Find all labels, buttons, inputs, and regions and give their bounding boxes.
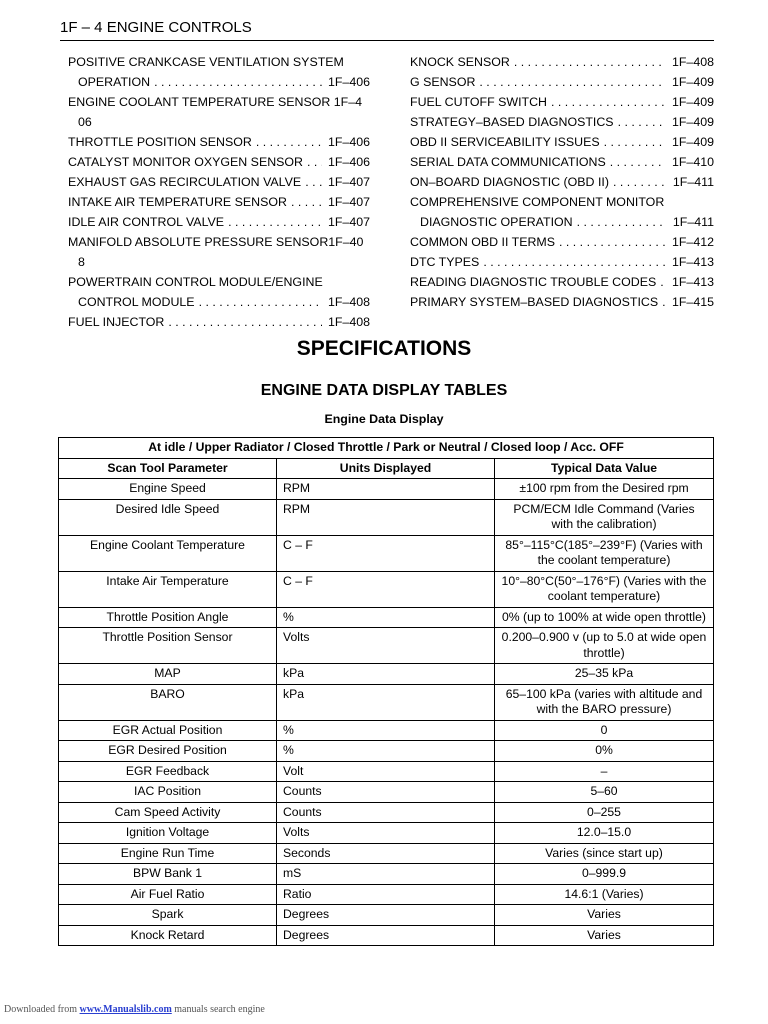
toc-entry-page: 1F–408 (327, 315, 370, 329)
cell-value: – (495, 761, 714, 782)
toc-entry-title: ON–BOARD DIAGNOSTIC (OBD II) (410, 175, 609, 189)
cell-units: Degrees (277, 905, 495, 926)
toc-entry-page: 1F–408 (327, 295, 370, 309)
cell-value: 0–999.9 (495, 864, 714, 885)
table-row (59, 802, 714, 823)
column-header-units: Units Displayed (277, 458, 495, 479)
cell-value: 10°–80°C(50°–176°F) (Varies with the coolant temperature) (495, 571, 714, 607)
cell-value: 0.200–0.900 v (up to 5.0 at wide open throttle) (495, 628, 714, 664)
toc-entry-title: SERIAL DATA COMMUNICATIONS (410, 155, 606, 169)
toc-left-column (68, 52, 370, 332)
toc-entry-page: 1F–409 (671, 75, 714, 89)
toc-entry-title: PRIMARY SYSTEM–BASED DIAGNOSTICS (410, 295, 659, 309)
toc-entry-page: 1F–407 (327, 175, 370, 189)
toc-entry[interactable] (410, 232, 714, 252)
toc-entry-page: 1F–409 (671, 95, 714, 109)
toc-entry-page: 1F–412 (671, 235, 714, 249)
cell-units: C – F (277, 535, 495, 571)
table-row (59, 535, 714, 571)
toc-leader-dots (656, 272, 666, 292)
table-row (59, 884, 714, 905)
cell-value: 25–35 kPa (495, 664, 714, 685)
toc-entry-title: THROTTLE POSITION SENSOR (68, 135, 252, 149)
toc-entry-page: 1F–406 (327, 75, 370, 89)
cell-value: 0–255 (495, 802, 714, 823)
toc-leader-dots (303, 152, 322, 172)
toc-entry-page: 1F–410 (671, 155, 714, 169)
subsection-title: ENGINE DATA DISPLAY TABLES (260, 382, 508, 399)
toc-entry-title: CONTROL MODULE (78, 295, 195, 309)
toc-entry[interactable] (410, 272, 714, 292)
cell-parameter: Air Fuel Ratio (59, 884, 277, 905)
cell-units: Counts (277, 802, 495, 823)
table-row (59, 720, 714, 741)
toc-entry-line: 06 (78, 115, 92, 129)
toc-entry-page: 1F–411 (672, 215, 714, 229)
toc-entry-line: POSITIVE CRANKCASE VENTILATION SYSTEM (68, 55, 344, 69)
cell-units: Degrees (277, 925, 495, 946)
cell-units: % (277, 741, 495, 762)
toc-entry[interactable] (410, 212, 714, 232)
cell-value: ±100 rpm from the Desired rpm (495, 479, 714, 500)
toc-entry-page: 1F–406 (327, 135, 370, 149)
toc-leader-dots (479, 252, 666, 272)
table-row (59, 782, 714, 803)
column-header-parameter: Scan Tool Parameter (59, 458, 277, 479)
toc-leader-dots (547, 92, 666, 112)
cell-parameter: BPW Bank 1 (59, 864, 277, 885)
toc-entry-line: ENGINE COOLANT TEMPERATURE SENSOR 1F–4 (68, 95, 362, 109)
toc-right-column (410, 52, 714, 312)
cell-units: Seconds (277, 843, 495, 864)
download-footer (4, 1004, 265, 1015)
table-header-row (59, 458, 714, 479)
toc-leader-dots (606, 152, 666, 172)
toc-entry[interactable] (68, 212, 370, 232)
cell-parameter: Intake Air Temperature (59, 571, 277, 607)
cell-value: 0 (495, 720, 714, 741)
toc-entry-title: OBD II SERVICEABILITY ISSUES (410, 135, 600, 149)
table-row (59, 843, 714, 864)
cell-value: 14.6:1 (Varies) (495, 884, 714, 905)
cell-value: 5–60 (495, 782, 714, 803)
toc-entry[interactable] (410, 292, 714, 312)
toc-entry-title: DIAGNOSTIC OPERATION (420, 215, 573, 229)
toc-entry-page: 1F–409 (671, 135, 714, 149)
cell-parameter: Spark (59, 905, 277, 926)
cell-parameter: BARO (59, 684, 277, 720)
toc-entry-title: EXHAUST GAS RECIRCULATION VALVE (68, 175, 302, 189)
cell-units: Volts (277, 823, 495, 844)
toc-entry-page: 1F–413 (671, 255, 714, 269)
cell-value: 0% (495, 741, 714, 762)
table-row (59, 864, 714, 885)
toc-entry[interactable] (410, 132, 714, 152)
toc-leader-dots (573, 212, 667, 232)
cell-parameter: Engine Coolant Temperature (59, 535, 277, 571)
toc-leader-dots (195, 292, 322, 312)
toc-entry[interactable] (68, 312, 370, 332)
footer-prefix: Downloaded from (4, 1004, 78, 1015)
cell-parameter: EGR Desired Position (59, 741, 277, 762)
cell-units: C – F (277, 571, 495, 607)
toc-entry[interactable] (410, 172, 714, 192)
toc-entry-page: 1F–406 (327, 155, 370, 169)
section-title: SPECIFICATIONS (296, 337, 472, 360)
toc-entry[interactable] (68, 152, 370, 172)
toc-entry[interactable] (410, 72, 714, 92)
table-row (59, 925, 714, 946)
table-body (59, 479, 714, 946)
toc-entry-title: FUEL INJECTOR (68, 315, 165, 329)
engine-data-table (58, 437, 714, 946)
toc-leader-dots (164, 312, 322, 332)
cell-value: 65–100 kPa (varies with altitude and with the BARO pressure) (495, 684, 714, 720)
cell-value: PCM/ECM Idle Command (Varies with the calibration) (495, 499, 714, 535)
toc-leader-dots (555, 232, 666, 252)
toc-entry-title: FUEL CUTOFF SWITCH (410, 95, 547, 109)
toc-entry[interactable] (410, 92, 714, 112)
table-caption: Engine Data Display (324, 412, 444, 426)
cell-value: 0% (up to 100% at wide open throttle) (495, 607, 714, 628)
cell-value: Varies (since start up) (495, 843, 714, 864)
toc-entry-page: 1F–407 (327, 195, 370, 209)
toc-entry[interactable] (410, 152, 714, 172)
cell-parameter: Knock Retard (59, 925, 277, 946)
column-header-value: Typical Data Value (495, 458, 714, 479)
toc-leader-dots (614, 112, 666, 132)
table-row (59, 571, 714, 607)
table-row (59, 499, 714, 535)
cell-units: RPM (277, 479, 495, 500)
cell-units: mS (277, 864, 495, 885)
cell-units: kPa (277, 684, 495, 720)
toc-entry-page: 1F–411 (672, 175, 714, 189)
cell-value: 85°–115°C(185°–239°F) (Varies with the coolant temperature) (495, 535, 714, 571)
toc-entry[interactable] (410, 252, 714, 272)
cell-parameter: Throttle Position Angle (59, 607, 277, 628)
toc-leader-dots (150, 72, 322, 92)
toc-leader-dots (600, 132, 666, 152)
toc-entry-page: 1F–413 (671, 275, 714, 289)
table-row (59, 684, 714, 720)
toc-entry[interactable] (68, 132, 370, 152)
toc-leader-dots (287, 192, 322, 212)
table-row (59, 761, 714, 782)
cell-units: RPM (277, 499, 495, 535)
cell-parameter: Ignition Voltage (59, 823, 277, 844)
toc-leader-dots (224, 212, 322, 232)
table-row (59, 741, 714, 762)
table-row (59, 905, 714, 926)
toc-entry[interactable] (68, 72, 370, 92)
table-row (59, 823, 714, 844)
cell-parameter: IAC Position (59, 782, 277, 803)
cell-units: Ratio (277, 884, 495, 905)
toc-entry-title: CATALYST MONITOR OXYGEN SENSOR (68, 155, 304, 169)
cell-parameter: Cam Speed Activity (59, 802, 277, 823)
cell-parameter: EGR Actual Position (59, 720, 277, 741)
toc-entry[interactable] (410, 52, 714, 72)
toc-entry-title: COMMON OBD II TERMS (410, 235, 556, 249)
toc-entry-page: 1F–415 (671, 295, 714, 309)
toc-entry[interactable] (68, 192, 370, 212)
toc-leader-dots (658, 292, 666, 312)
cell-units: % (277, 607, 495, 628)
page-header (60, 18, 714, 41)
toc-entry-line: COMPREHENSIVE COMPONENT MONITOR (410, 195, 665, 209)
manualslib-link[interactable]: www.Manualslib.com (79, 1004, 172, 1015)
toc-leader-dots (609, 172, 667, 192)
table-row (59, 664, 714, 685)
toc-leader-dots (475, 72, 666, 92)
toc-entry-title: STRATEGY–BASED DIAGNOSTICS (410, 115, 614, 129)
toc-entry-title: KNOCK SENSOR (410, 55, 510, 69)
table-row (59, 628, 714, 664)
toc-entry[interactable] (410, 112, 714, 132)
toc-leader-dots (301, 172, 322, 192)
toc-entry[interactable] (68, 172, 370, 192)
cell-parameter: Desired Idle Speed (59, 499, 277, 535)
table-condition-row (59, 438, 714, 459)
table-condition: At idle / Upper Radiator / Closed Throttle / Park or Neutral / Closed loop / Acc. OFF (59, 438, 714, 459)
cell-parameter: Engine Speed (59, 479, 277, 500)
toc-entry-page: 1F–407 (327, 215, 370, 229)
cell-parameter: MAP (59, 664, 277, 685)
toc-leader-dots (510, 52, 666, 72)
cell-units: Counts (277, 782, 495, 803)
toc-entry[interactable] (68, 292, 370, 312)
toc-entry-title: INTAKE AIR TEMPERATURE SENSOR (68, 195, 287, 209)
toc-entry-title: READING DIAGNOSTIC TROUBLE CODES (410, 275, 657, 289)
footer-suffix: manuals search engine (174, 1004, 265, 1015)
cell-value: Varies (495, 925, 714, 946)
toc-leader-dots (252, 132, 322, 152)
toc-entry-title: G SENSOR (410, 75, 476, 89)
page-header-title: 1F – 4 ENGINE CONTROLS (60, 19, 252, 36)
cell-units: Volts (277, 628, 495, 664)
toc-entry-line: MANIFOLD ABSOLUTE PRESSURE SENSOR1F–40 (68, 235, 364, 249)
toc-entry-title: OPERATION (78, 75, 151, 89)
cell-parameter: Engine Run Time (59, 843, 277, 864)
cell-value: 12.0–15.0 (495, 823, 714, 844)
toc-entry-title: DTC TYPES (410, 255, 480, 269)
cell-units: Volt (277, 761, 495, 782)
toc-entry-title: IDLE AIR CONTROL VALVE (68, 215, 225, 229)
toc-entry-line: 8 (78, 255, 85, 269)
toc-entry-page: 1F–409 (671, 115, 714, 129)
cell-units: kPa (277, 664, 495, 685)
toc-entry-page: 1F–408 (671, 55, 714, 69)
cell-parameter: Throttle Position Sensor (59, 628, 277, 664)
cell-parameter: EGR Feedback (59, 761, 277, 782)
cell-units: % (277, 720, 495, 741)
table-row (59, 607, 714, 628)
toc-entry-line: POWERTRAIN CONTROL MODULE/ENGINE (68, 275, 323, 289)
cell-value: Varies (495, 905, 714, 926)
table-row (59, 479, 714, 500)
